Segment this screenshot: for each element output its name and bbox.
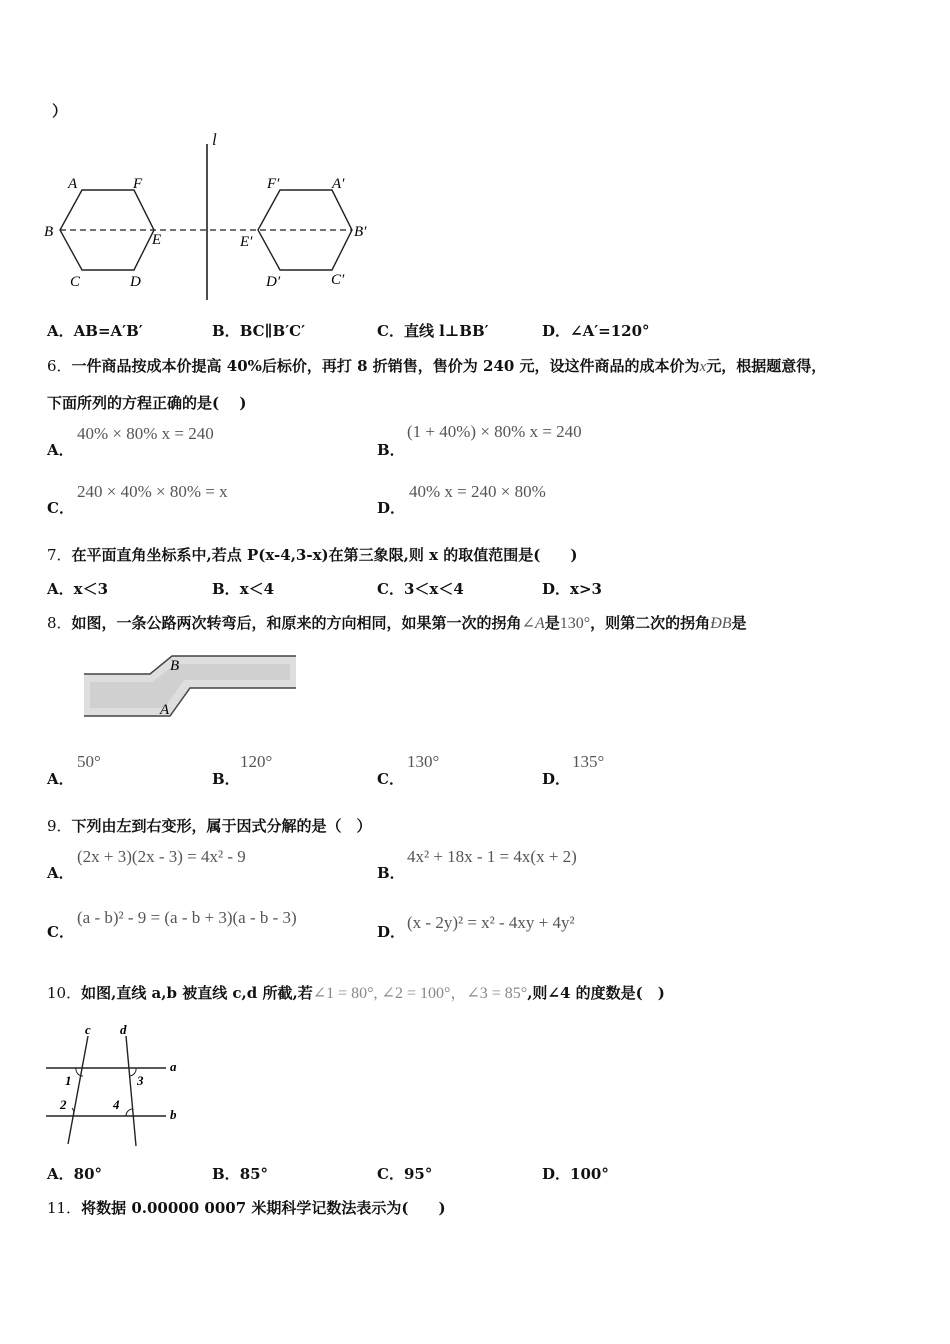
label-angle-4: 4 (113, 1097, 120, 1112)
question-fragment: ） (52, 102, 68, 120)
label-A-prime: A′ (332, 176, 345, 192)
label-D-prime: D′ (266, 274, 281, 290)
q10-stem: 10．如图,直线 a,b 被直线 c,d 所截,若∠1 = 80°, ∠2 = 100°，∠3 = 85°,则∠4 的度数是( ) (47, 984, 665, 1002)
label-B: B (44, 224, 54, 240)
q7-option-d[interactable]: D．x>3 (542, 580, 602, 598)
q9-option-c-formula[interactable]: (a - b)² - 9 = (a - b + 3)(a - b - 3) (77, 908, 297, 927)
label-angle-2: 2 (60, 1097, 67, 1112)
label-F-prime: F′ (267, 176, 280, 192)
q7-option-a[interactable]: A．x＜3 (47, 580, 109, 598)
q6-option-b-key[interactable]: B． (377, 441, 405, 459)
q10-option-a[interactable]: A．80° (47, 1165, 103, 1183)
q8-road-figure (80, 652, 300, 724)
q8-option-c-key[interactable]: C． (377, 770, 404, 788)
label-B: B (170, 658, 180, 674)
q10-option-d[interactable]: D．100° (542, 1165, 609, 1183)
label-a: a (170, 1059, 177, 1074)
label-angle-1: 1 (65, 1073, 72, 1088)
q9-option-d-formula[interactable]: (x - 2y)² = x² - 4xy + 4y² (407, 913, 575, 932)
q5-option-c[interactable]: C．直线 l⊥BB′ (377, 322, 489, 340)
label-A: A (160, 702, 170, 718)
q7-stem: 7．在平面直角坐标系中,若点 P(x-4,3-x)在第三象限,则 x 的取值范围是( ) (47, 546, 578, 564)
label-angle-3: 3 (137, 1073, 144, 1088)
q6-option-b-formula[interactable]: (1 + 40%) × 80% x = 240 (407, 422, 582, 441)
label-D: D (130, 274, 141, 290)
q9-option-a-formula[interactable]: (2x + 3)(2x - 3) = 4x² - 9 (77, 847, 246, 866)
q9-option-c-key[interactable]: C． (47, 923, 74, 941)
q10-option-b[interactable]: B．85° (212, 1165, 269, 1183)
line-c (68, 1036, 88, 1144)
q9-option-d-key[interactable]: D． (377, 923, 406, 941)
label-C: C (70, 274, 81, 290)
label-b: b (170, 1107, 177, 1122)
q6-stem-line1: 6．一件商品按成本价提高 40%后标价，再打 8 折销售，售价为 240 元，设这件商品的成本价为x元，根据题意得， (47, 357, 827, 375)
q9-option-a-key[interactable]: A． (47, 864, 74, 882)
q8-stem: 8．如图，一条公路两次转弯后，和原来的方向相同，如果第一次的拐角∠A是130°，则第二次的拐角ÐB是 (47, 614, 747, 632)
label-B-prime: B′ (354, 224, 367, 240)
q11-stem: 11．将数据 0.00000 0007 米期科学记数法表示为( ) (47, 1199, 446, 1217)
q6-stem-line2: 下面所列的方程正确的是( ) (47, 394, 247, 412)
label-d: d (120, 1022, 127, 1037)
label-F: F (133, 176, 143, 192)
label-c: c (85, 1022, 91, 1037)
q5-option-d[interactable]: D．∠A′=120° (542, 322, 650, 340)
line-d (126, 1036, 136, 1146)
label-l: l (212, 130, 217, 149)
q6-option-d-formula[interactable]: 40% x = 240 × 80% (409, 482, 546, 501)
q8-option-d-key[interactable]: D． (542, 770, 571, 788)
q8-option-b-key[interactable]: B． (212, 770, 240, 788)
label-E-prime: E′ (240, 234, 253, 250)
q10-option-c[interactable]: C．95° (377, 1165, 433, 1183)
q9-stem: 9．下列由左到右变形，属于因式分解的是（ ） (47, 817, 372, 835)
q5-option-a[interactable]: A．AB=A′B′ (47, 322, 143, 340)
label-A: A (68, 176, 78, 192)
label-E: E (152, 232, 162, 248)
q8-option-d-value[interactable]: 135° (572, 752, 605, 771)
q6-option-a-formula[interactable]: 40% × 80% x = 240 (77, 424, 214, 443)
q6-option-c-key[interactable]: C． (47, 499, 74, 517)
q7-option-b[interactable]: B．x＜4 (212, 580, 275, 598)
q8-option-a-key[interactable]: A． (47, 770, 74, 788)
q6-option-c-formula[interactable]: 240 × 40% × 80% = x (77, 482, 228, 501)
q8-option-a-value[interactable]: 50° (77, 752, 101, 771)
angle-arc-4 (126, 1109, 132, 1116)
q9-option-b-key[interactable]: B． (377, 864, 405, 882)
q10-lines-figure (40, 1020, 190, 1150)
q8-option-c-value[interactable]: 130° (407, 752, 440, 771)
q5-reflection-figure (40, 128, 390, 306)
label-C-prime: C′ (331, 272, 345, 288)
q8-option-b-value[interactable]: 120° (240, 752, 273, 771)
q5-option-b[interactable]: B．BC∥B′C′ (212, 322, 306, 340)
q6-option-d-key[interactable]: D． (377, 499, 406, 517)
q9-option-b-formula[interactable]: 4x² + 18x - 1 = 4x(x + 2) (407, 847, 577, 866)
q6-option-a-key[interactable]: A． (47, 441, 74, 459)
q7-option-c[interactable]: C．3＜x＜4 (377, 580, 464, 598)
